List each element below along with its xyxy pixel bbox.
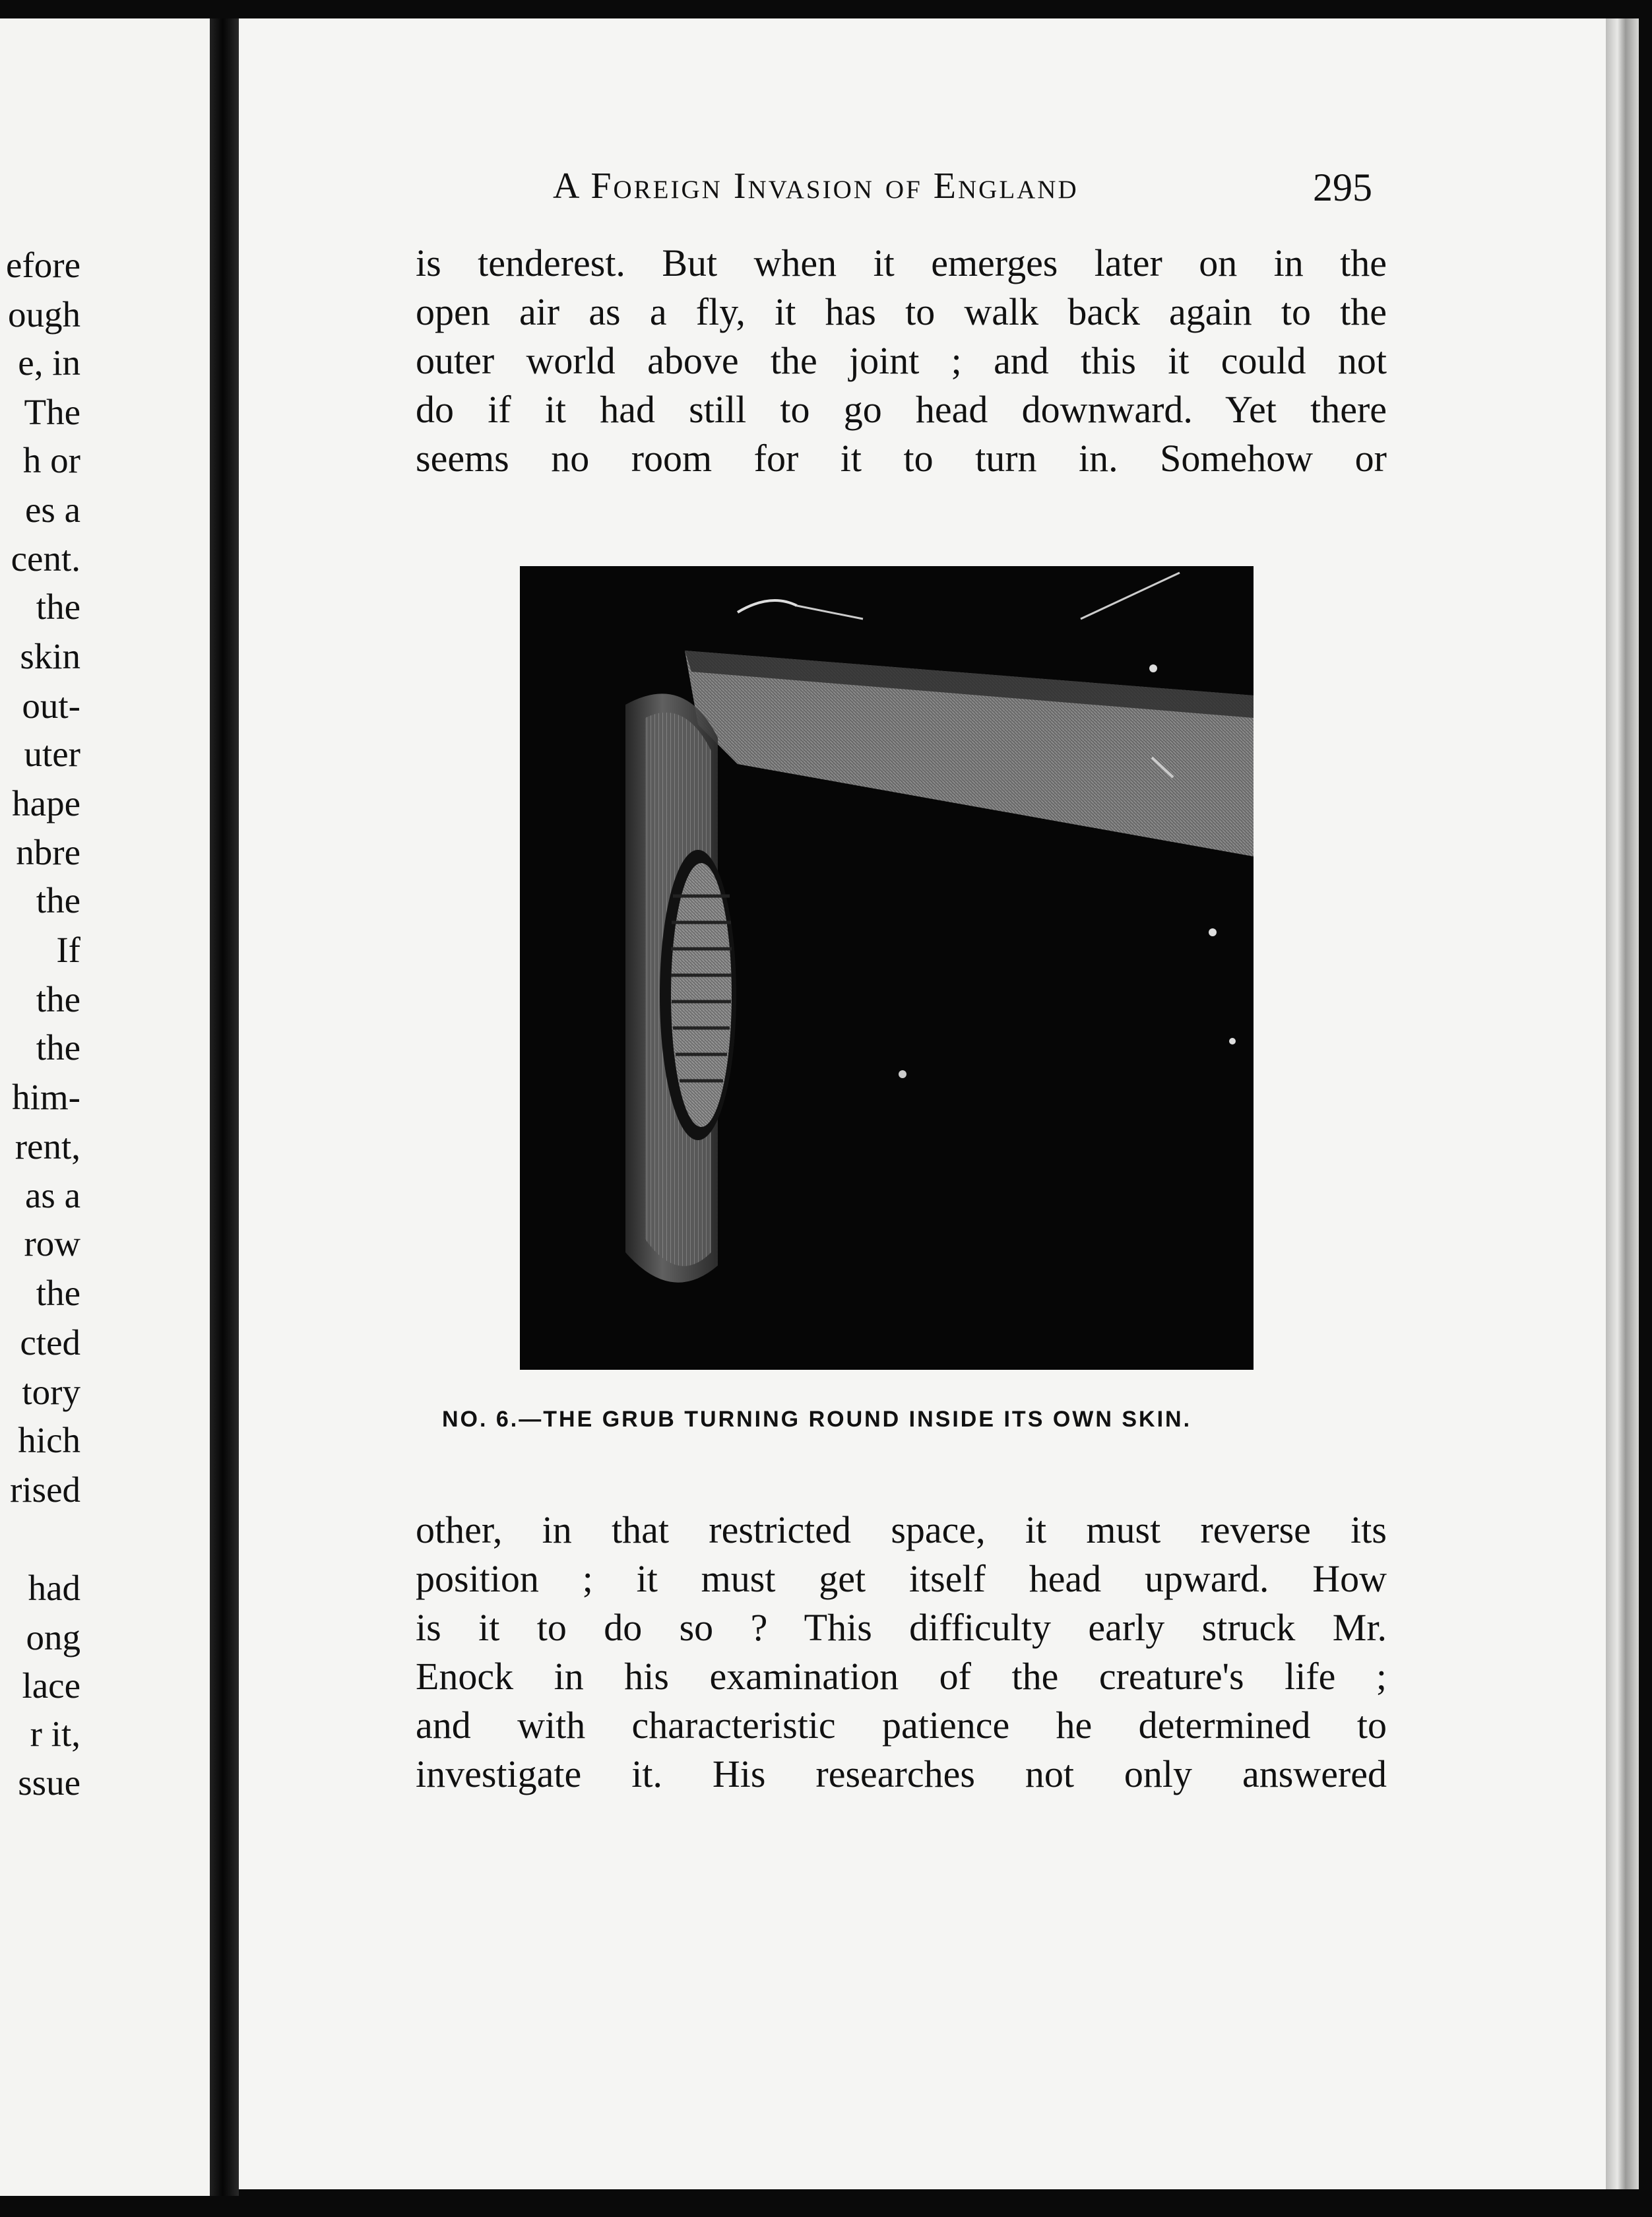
previous-page-line: e, in (18, 342, 80, 383)
body-text-top (416, 239, 1387, 483)
previous-page-line: r it, (30, 1714, 80, 1754)
text-line: investigate it. His researches not only answered (416, 1752, 1387, 1795)
previous-page-line: the (36, 1027, 80, 1068)
previous-page-line: him- (12, 1077, 80, 1117)
previous-page-line: the (36, 587, 80, 627)
text-line: open air as a fly, it has to walk back again to the (416, 290, 1387, 333)
previous-page-line: row (24, 1223, 80, 1264)
running-head: A Foreign Invasion of England (553, 166, 1079, 207)
previous-page-line: efore (6, 245, 80, 285)
previous-page-line: skin (20, 636, 80, 676)
text-line: outer world above the joint ; and this it could not (416, 339, 1387, 382)
previous-page-line: If (56, 930, 80, 970)
previous-page-line: lace (22, 1665, 80, 1706)
previous-page-line: out- (22, 686, 80, 726)
previous-page-line: the (36, 1273, 80, 1313)
text-line: position ; it must get itself head upward. How (416, 1557, 1387, 1600)
previous-page-line: ough (8, 294, 80, 335)
page-edge (1606, 18, 1639, 2189)
previous-page-line: hich (18, 1420, 80, 1460)
previous-page-line: rent, (15, 1126, 80, 1167)
body-text-bottom (416, 1506, 1387, 1799)
previous-page-text (0, 18, 210, 2196)
previous-page-line: uter (24, 734, 80, 774)
previous-page-line: nbre (16, 832, 80, 872)
figure-caption: NO. 6.—THE GRUB TURNING ROUND INSIDE ITS OWN SKIN. (442, 1407, 1192, 1432)
text-line: seems no room for it to turn in. Somehow or (416, 437, 1387, 480)
text-line: and with characteristic patience he determined to (416, 1704, 1387, 1747)
book-gutter (210, 18, 239, 2196)
previous-page-line: hape (12, 783, 80, 823)
grub-illustration (520, 566, 1254, 1370)
previous-page (0, 18, 210, 2196)
previous-page-line: as a (25, 1175, 80, 1215)
previous-page-line: cent. (11, 538, 80, 579)
previous-page-line: the (36, 979, 80, 1019)
previous-page-line: ssue (18, 1762, 80, 1803)
page-number: 295 (1313, 166, 1372, 209)
previous-page-line: ong (26, 1617, 80, 1657)
previous-page-line: rised (10, 1469, 80, 1510)
text-line: is it to do so ? This difficulty early struck Mr. (416, 1606, 1387, 1649)
text-line: Enock in his examination of the creature's life ; (416, 1655, 1387, 1698)
previous-page-line: had (28, 1568, 80, 1608)
previous-page-line: es a (25, 490, 80, 530)
previous-page-line: h or (22, 440, 80, 480)
figure-photograph (520, 566, 1254, 1370)
previous-page-line: the (36, 880, 80, 920)
previous-page-line: tory (22, 1372, 80, 1412)
text-line: other, in that restricted space, it must reverse its (416, 1508, 1387, 1551)
text-line: do if it had still to go head downward. Yet there (416, 388, 1387, 431)
previous-page-line: The (24, 392, 80, 432)
text-line: is tenderest. But when it emerges later on in the (416, 241, 1387, 284)
previous-page-line: cted (20, 1322, 80, 1363)
